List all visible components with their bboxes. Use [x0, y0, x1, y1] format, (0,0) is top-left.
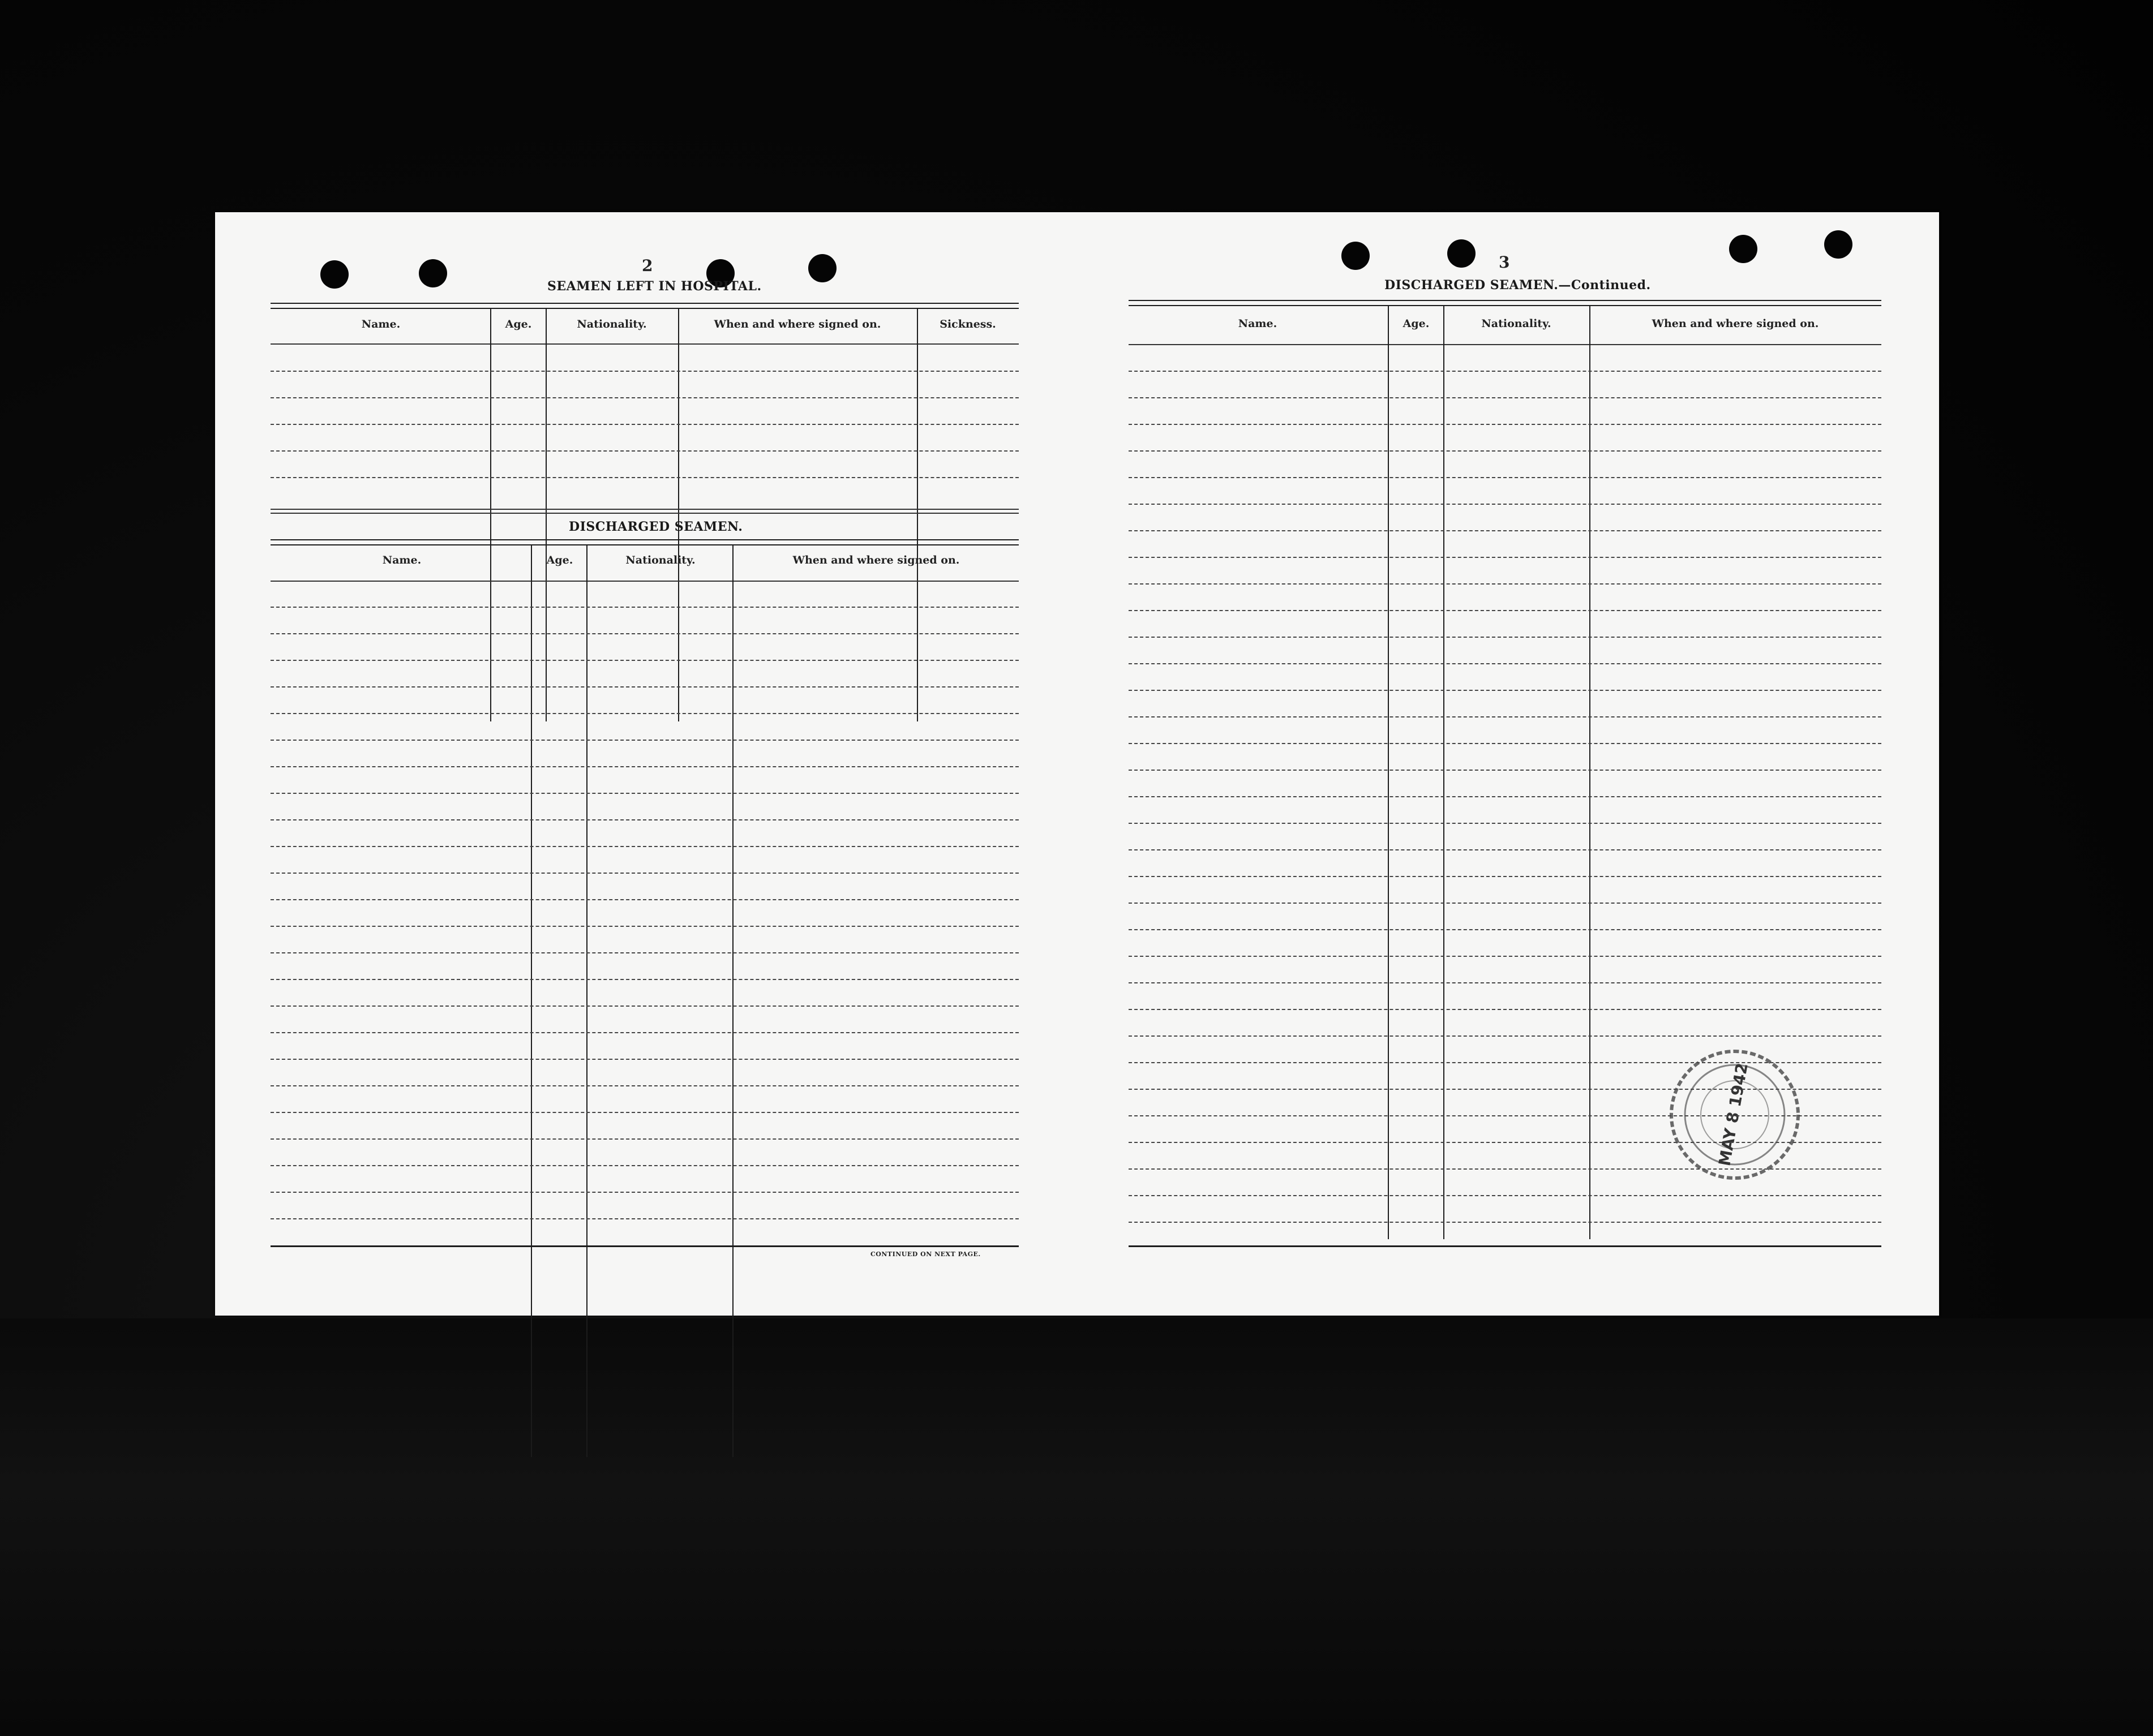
discharged-divider: [586, 545, 587, 1457]
discharged-dotted-row: [271, 952, 1019, 953]
right-col-nationality: Nationality.: [1481, 317, 1551, 330]
hospital-col-name: Name.: [361, 318, 401, 330]
right-dotted-row: [1129, 876, 1881, 877]
discharged-divider: [732, 545, 734, 1457]
discharged-dotted-row: [271, 1112, 1019, 1113]
discharged-dotted-row: [271, 1218, 1019, 1219]
hospital-col-nationality: Nationality.: [577, 318, 647, 330]
right-dotted-row: [1129, 371, 1881, 372]
discharged-col-nationality: Nationality.: [625, 554, 696, 566]
discharged-dotted-row: [271, 899, 1019, 900]
right-dotted-row: [1129, 583, 1881, 585]
right-dotted-row: [1129, 1195, 1881, 1196]
discharged-dotted-row: [271, 766, 1019, 767]
right-dotted-row: [1129, 1062, 1881, 1063]
discharged-dotted-row: [271, 1085, 1019, 1086]
hospital-section-title: SEAMEN LEFT IN HOSPITAL.: [547, 279, 762, 294]
right-dotted-row: [1129, 637, 1881, 638]
discharged-dotted-row: [271, 1032, 1019, 1033]
right-dotted-row: [1129, 450, 1881, 452]
right-dotted-row: [1129, 823, 1881, 824]
right-dotted-row: [1129, 903, 1881, 904]
discharged-section-title: DISCHARGED SEAMEN.: [569, 519, 743, 534]
right-dotted-row: [1129, 397, 1881, 398]
discharged-dotted-row: [271, 819, 1019, 820]
right-dotted-row: [1129, 1142, 1881, 1143]
hospital-top-rule: [271, 303, 1019, 309]
discharged-dotted-row: [271, 1059, 1019, 1060]
right-col-name: Name.: [1238, 317, 1277, 330]
scan-lower-area: [0, 1318, 2153, 1736]
hospital-dotted-row: [271, 424, 1019, 425]
discharged-col-signed-on: When and where signed on.: [792, 554, 960, 566]
right-dotted-row: [1129, 1089, 1881, 1090]
right-bottom-rule: [1129, 1245, 1881, 1247]
discharged-dotted-row: [271, 607, 1019, 608]
right-top-rule: [1129, 300, 1881, 306]
hospital-col-age: Age.: [505, 318, 532, 330]
right-dotted-row: [1129, 1035, 1881, 1037]
right-dotted-row: [1129, 663, 1881, 664]
hospital-dotted-row: [271, 397, 1019, 398]
hospital-dotted-row: [271, 450, 1019, 452]
hospital-col-signed-on: When and where signed on.: [714, 318, 881, 330]
right-dotted-row: [1129, 956, 1881, 957]
continued-note: CONTINUED ON NEXT PAGE.: [870, 1251, 981, 1258]
discharged-continued-title: DISCHARGED SEAMEN.—Continued.: [1384, 278, 1651, 293]
discharged-dotted-row: [271, 686, 1019, 687]
punch-hole: [1729, 235, 1757, 263]
right-dotted-row: [1129, 610, 1881, 611]
discharged-dotted-row: [271, 873, 1019, 874]
discharged-dotted-row: [271, 979, 1019, 980]
right-dotted-row: [1129, 849, 1881, 850]
right-dotted-row: [1129, 557, 1881, 558]
right-dotted-row: [1129, 530, 1881, 531]
hospital-dotted-row: [271, 371, 1019, 372]
discharged-top-rule: [271, 539, 1019, 545]
right-dotted-row: [1129, 690, 1881, 691]
right-page-number: 3: [1499, 253, 1510, 272]
right-col-age: Age.: [1403, 317, 1430, 330]
right-dotted-row: [1129, 982, 1881, 983]
right-dotted-row: [1129, 477, 1881, 478]
punch-hole: [419, 259, 447, 287]
document-sheet: [215, 212, 1939, 1316]
right-dotted-row: [1129, 929, 1881, 930]
right-dotted-row: [1129, 743, 1881, 744]
discharged-dotted-row: [271, 740, 1019, 741]
punch-hole: [320, 260, 349, 289]
right-dotted-row: [1129, 1115, 1881, 1116]
right-divider: [1589, 306, 1590, 1239]
right-dotted-row: [1129, 716, 1881, 717]
right-divider: [1443, 306, 1444, 1239]
discharged-dotted-row: [271, 713, 1019, 714]
punch-hole: [1447, 239, 1476, 268]
right-dotted-row: [1129, 1168, 1881, 1170]
discharged-dotted-row: [271, 1005, 1019, 1007]
punch-hole: [1824, 230, 1852, 259]
discharged-dotted-row: [271, 660, 1019, 661]
right-dotted-row: [1129, 770, 1881, 771]
right-header-rule: [1129, 344, 1881, 345]
punch-hole: [808, 254, 837, 282]
discharged-dotted-row: [271, 1192, 1019, 1193]
hospital-header-rule: [271, 343, 1019, 345]
right-dotted-row: [1129, 1009, 1881, 1010]
discharged-divider: [531, 545, 532, 1457]
discharged-dotted-row: [271, 633, 1019, 634]
right-dotted-row: [1129, 1222, 1881, 1223]
discharged-dotted-row: [271, 793, 1019, 794]
hospital-col-sickness: Sickness.: [940, 318, 996, 330]
discharged-dotted-row: [271, 846, 1019, 847]
right-dotted-row: [1129, 796, 1881, 797]
discharged-bottom-rule: [271, 1245, 1019, 1247]
discharged-col-name: Name.: [382, 554, 422, 566]
hospital-bottom-rule: [271, 509, 1019, 510]
right-divider: [1388, 306, 1389, 1239]
stamp-date: MAY 8 1942: [1715, 1062, 1752, 1168]
date-stamp: [1664, 1044, 1805, 1185]
punch-hole: [1341, 242, 1370, 270]
discharged-dotted-row: [271, 1165, 1019, 1166]
hospital-dotted-row: [271, 477, 1019, 478]
discharged-col-age: Age.: [546, 554, 573, 566]
left-page-number: 2: [642, 256, 653, 275]
discharged-dotted-row: [271, 926, 1019, 927]
hospital-bottom-rule: [271, 513, 1019, 514]
right-col-signed-on: When and where signed on.: [1652, 317, 1819, 330]
right-dotted-row: [1129, 424, 1881, 425]
right-dotted-row: [1129, 504, 1881, 505]
discharged-dotted-row: [271, 1138, 1019, 1140]
discharged-header-rule: [271, 581, 1019, 582]
